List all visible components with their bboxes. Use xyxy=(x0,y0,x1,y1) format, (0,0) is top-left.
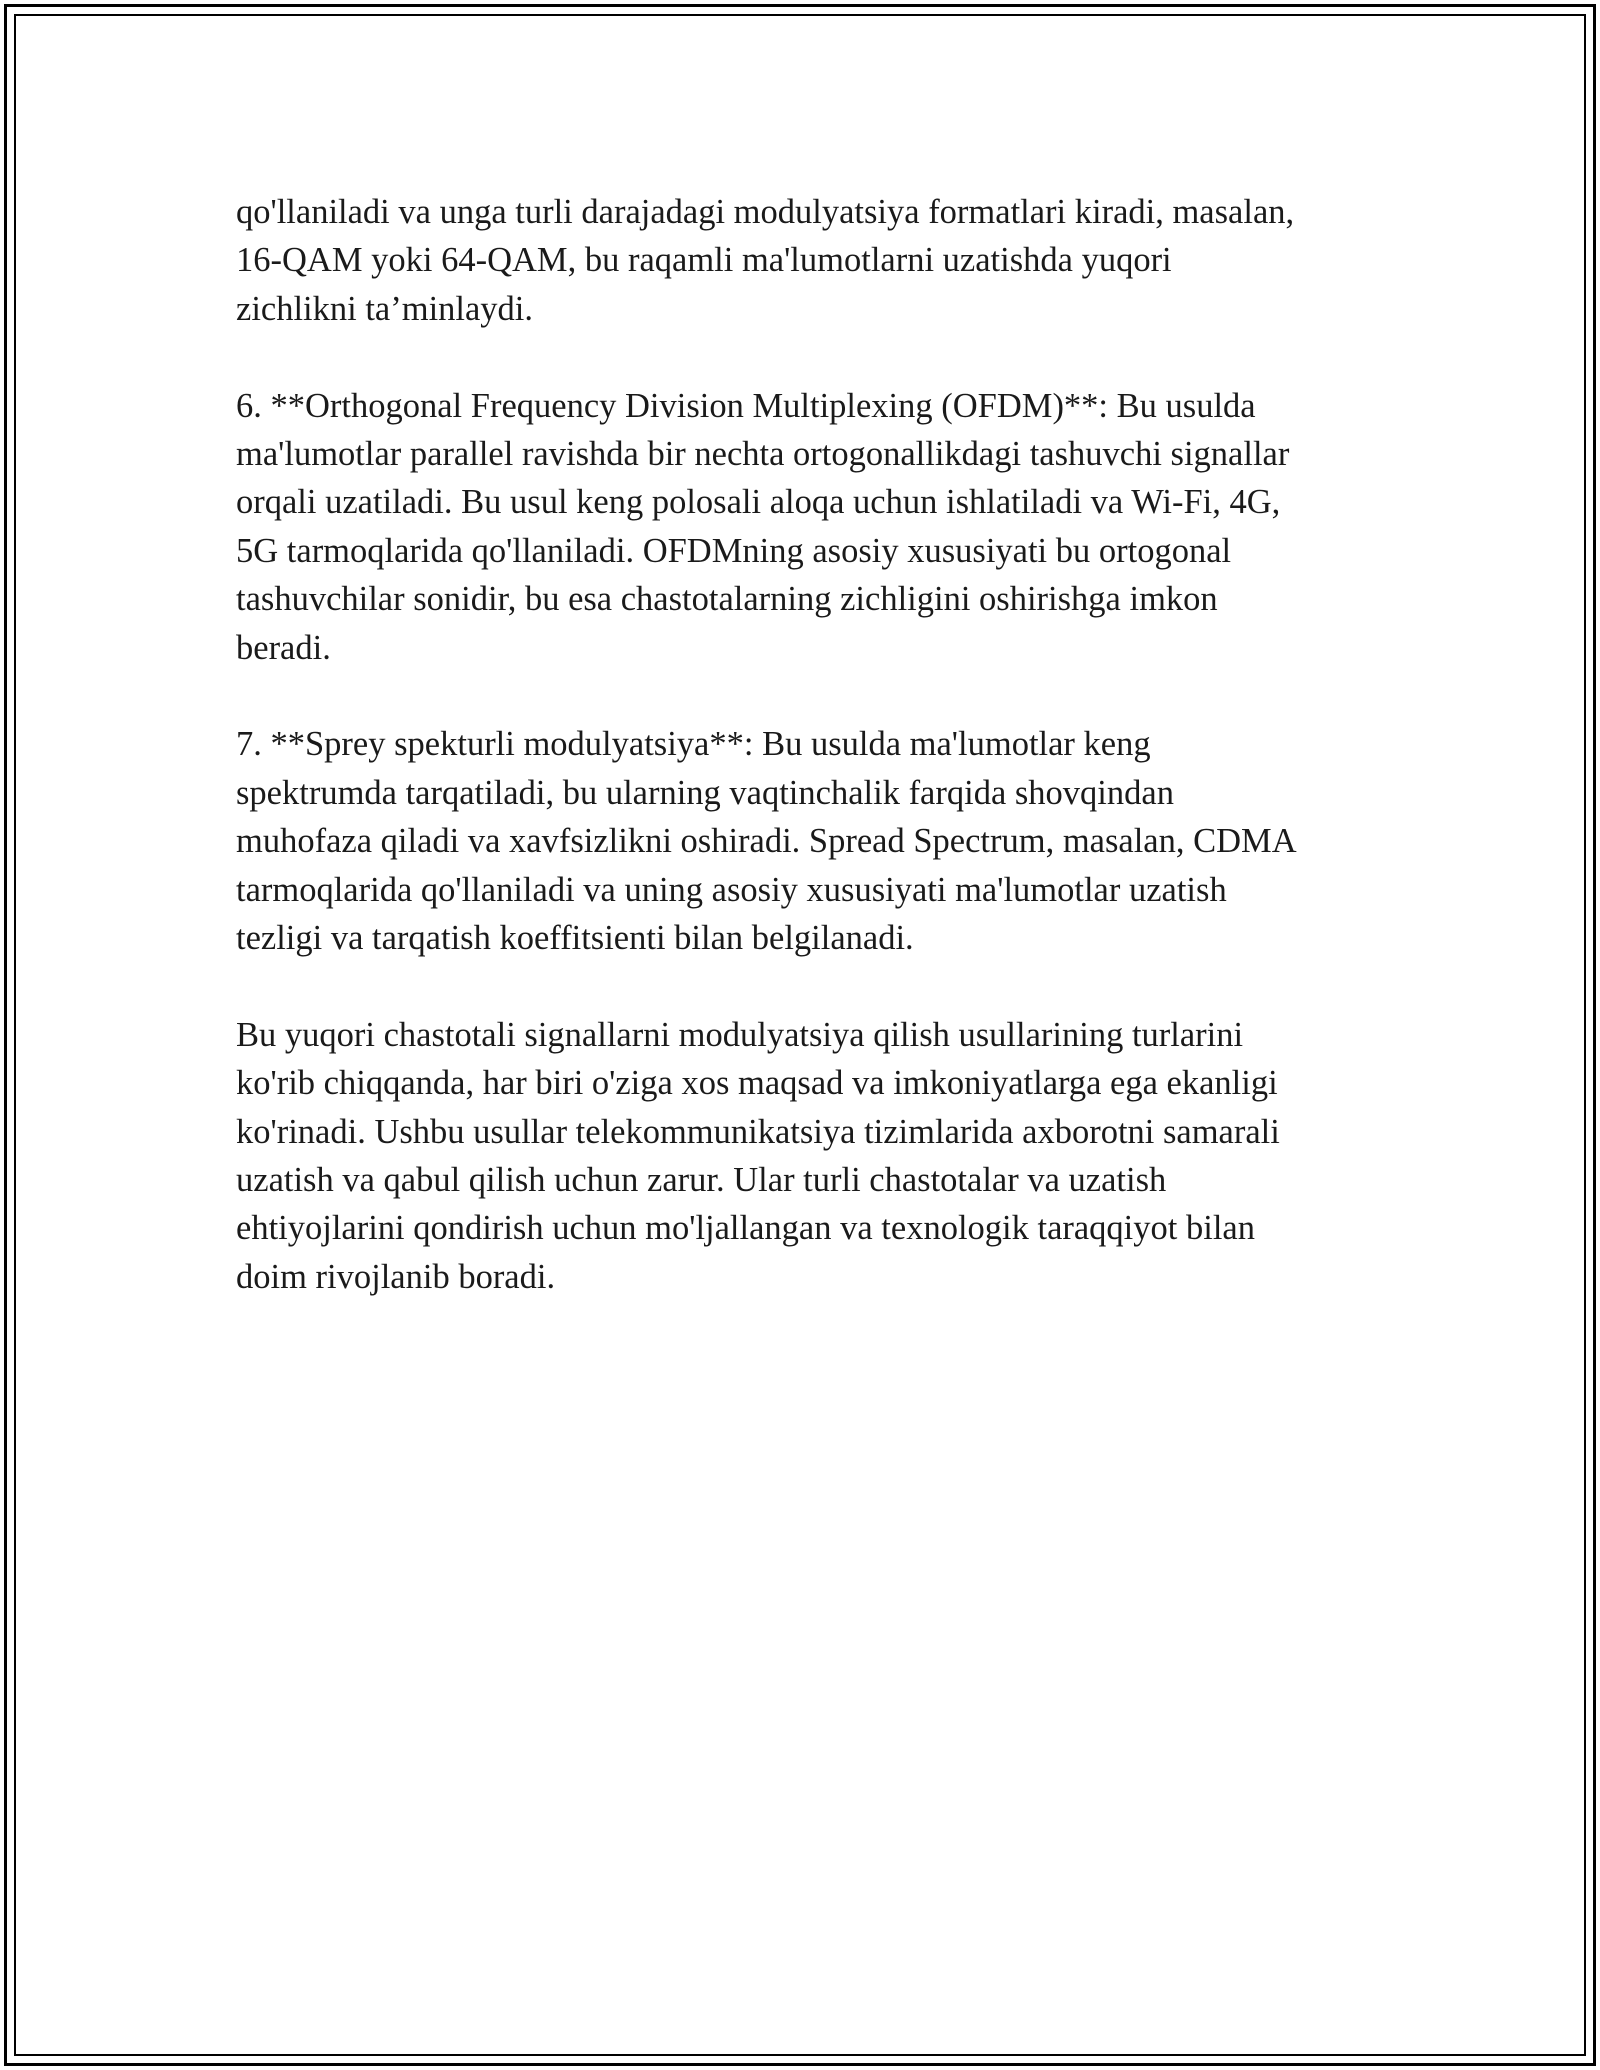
paragraph-conclusion: Bu yuqori chastotali signallarni modulyatsiya qilish usullarining turlarini ko'rib chiqqanda, har biri o'ziga xos maqsad va imkoniyatlarga ega ekanligi ko'rinadi. Ushbu usullar telekommunikatsiya tizimlarida axborotni samarali uzatish va qabul qilish uchun zarur. Ular turli chastotalar va uzatish ehtiyojlarini qondirish uchun mo'ljallangan va texnologik taraqqiyot bilan doim rivojlanib boradi. xyxy=(236,1015,1280,1296)
paragraph-qam-continuation: qo'llaniladi va unga turli darajadagi modulyatsiya formatlari kiradi, masalan, 16-QAM yoki 64-QAM, bu raqamli ma'lumotlarni uzatishda yuqori zichlikni ta’minlaydi. xyxy=(236,193,1295,328)
document-body xyxy=(236,188,1386,1350)
paragraph-ofdm: 6. **Orthogonal Frequency Division Multiplexing (OFDM)**: Bu usulda ma'lumotlar parallel ravishda bir nechta ortogonallikdagi tashuvchi signallar orqali uzatiladi. Bu usul keng polosali aloqa uchun ishlatiladi va Wi-Fi, 4G, 5G tarmoqlarida qo'llaniladi. OFDMning asosiy xususiyati bu ortogonal tashuvchilar sonidir, bu esa chastotalarning zichligini oshirishga imkon beradi. xyxy=(236,386,1290,667)
paragraph-spread-spectrum: 7. **Sprey spekturli modulyatsiya**: Bu usulda ma'lumotlar keng spektrumda tarqatiladi, bu ularning vaqtinchalik farqida shovqindan muhofaza qiladi va xavfsizlikni oshiradi. Spread Spectrum, masalan, CDMA tarmoqlarida qo'llaniladi va uning asosiy xususiyati ma'lumotlar uzatish tezligi va tarqatish koeffitsienti bilan belgilanadi. xyxy=(236,725,1297,958)
